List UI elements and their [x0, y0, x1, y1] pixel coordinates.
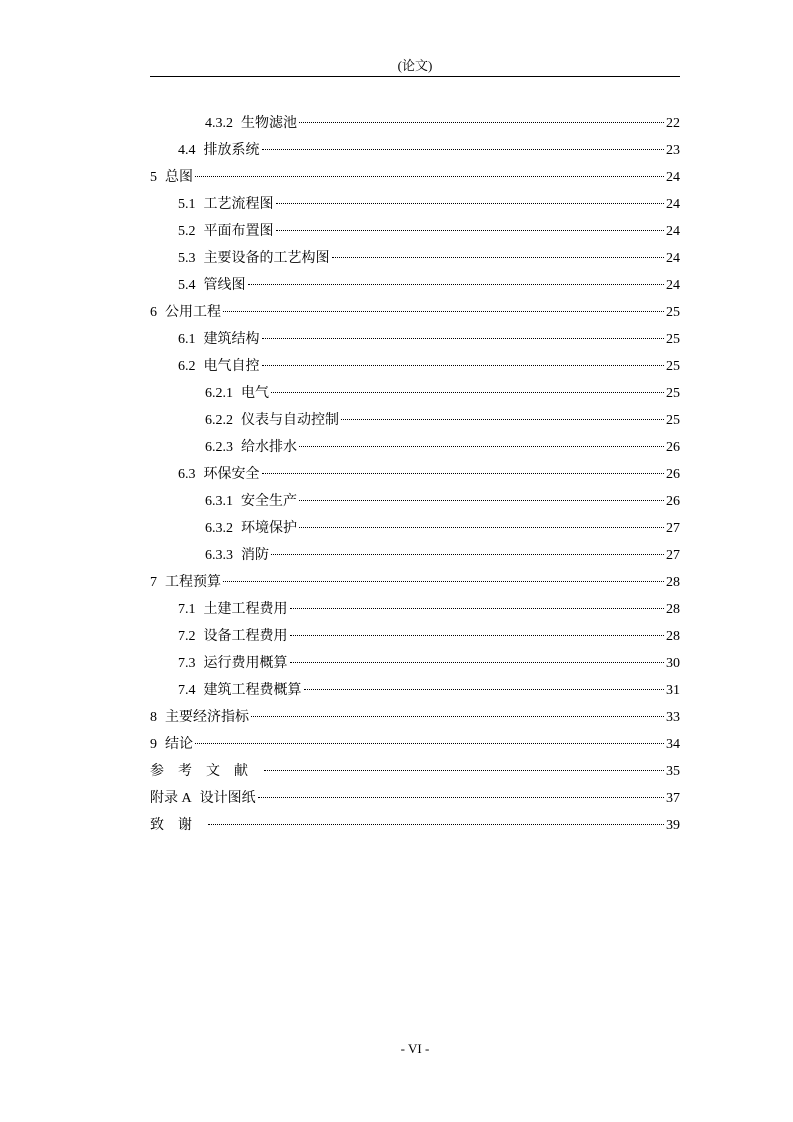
toc-dot-leader — [341, 419, 664, 420]
toc-dot-leader — [223, 311, 664, 312]
toc-entry-page: 26 — [666, 467, 680, 482]
toc-entry-page: 25 — [666, 359, 680, 374]
toc-dot-leader — [258, 797, 664, 798]
toc-entry-number: 6.1 — [178, 332, 196, 347]
toc-entry-page: 25 — [666, 332, 680, 347]
toc-entry-title: 给水排水 — [241, 440, 297, 455]
toc-entry-page: 39 — [666, 818, 680, 833]
toc-dot-leader — [290, 635, 665, 636]
toc-entry[interactable] — [150, 299, 680, 326]
toc-entry-title: 运行费用概算 — [203, 656, 288, 671]
toc-entry-page: 27 — [666, 521, 680, 536]
toc-entry-title: 建筑工程费概算 — [203, 683, 302, 698]
toc-entry-page: 22 — [666, 116, 680, 131]
toc-entry-number: 5.3 — [178, 251, 196, 266]
toc-entry[interactable] — [150, 785, 680, 812]
toc-entry[interactable] — [150, 650, 680, 677]
toc-entry[interactable] — [150, 515, 680, 542]
toc-entry[interactable] — [150, 677, 680, 704]
toc-entry-title: 设备工程费用 — [203, 629, 288, 644]
toc-entry-title: 排放系统 — [203, 143, 260, 158]
toc-entry-page: 37 — [666, 791, 680, 806]
toc-entry-title: 工程预算 — [165, 575, 221, 590]
toc-entry-number: 7 — [150, 575, 157, 590]
toc-entry[interactable] — [150, 758, 680, 785]
toc-entry-title: 公用工程 — [165, 305, 221, 320]
toc-entry-number: 4.4 — [178, 143, 196, 158]
toc-dot-leader — [304, 689, 665, 690]
toc-entry-page: 23 — [666, 143, 680, 158]
toc-entry-title: 总图 — [165, 170, 193, 185]
toc-dot-leader — [276, 230, 665, 231]
toc-entry-page: 26 — [666, 440, 680, 455]
toc-entry-number: 6.2.1 — [205, 386, 233, 401]
toc-entry-number: 7.4 — [178, 683, 196, 698]
toc-entry-title: 土建工程费用 — [203, 602, 288, 617]
toc-entry[interactable] — [150, 164, 680, 191]
toc-entry-page: 24 — [666, 197, 680, 212]
toc-entry[interactable] — [150, 434, 680, 461]
toc-entry-page: 24 — [666, 170, 680, 185]
toc-dot-leader — [195, 176, 664, 177]
toc-entry[interactable] — [150, 191, 680, 218]
toc-entry-number: 6.3 — [178, 467, 196, 482]
toc-entry-number: 4.3.2 — [205, 116, 233, 131]
toc-dot-leader — [251, 716, 664, 717]
toc-entry-page: 31 — [666, 683, 680, 698]
toc-entry-page: 24 — [666, 278, 680, 293]
toc-entry-page: 27 — [666, 548, 680, 563]
toc-entry[interactable] — [150, 137, 680, 164]
toc-entry-page: 35 — [666, 764, 680, 779]
toc-entry[interactable] — [150, 596, 680, 623]
toc-entry[interactable] — [150, 380, 680, 407]
toc-entry-title: 建筑结构 — [203, 332, 260, 347]
toc-entry-number: 5.4 — [178, 278, 196, 293]
toc-entry[interactable] — [150, 488, 680, 515]
toc-entry-page: 28 — [666, 629, 680, 644]
toc-dot-leader — [290, 608, 665, 609]
toc-dot-leader — [264, 770, 664, 771]
toc-entry-number: 7.3 — [178, 656, 196, 671]
toc-entry-title: 电气 — [241, 386, 269, 401]
toc-entry-number: 6.2 — [178, 359, 196, 374]
toc-entry-title: 主要设备的工艺构图 — [203, 251, 330, 266]
toc-entry-number: 6.3.2 — [205, 521, 233, 536]
toc-entry[interactable] — [150, 272, 680, 299]
toc-entry-number: 5.2 — [178, 224, 196, 239]
toc-entry[interactable] — [150, 110, 680, 137]
toc-entry-page: 34 — [666, 737, 680, 752]
header-divider — [150, 76, 680, 77]
toc-dot-leader — [208, 824, 664, 825]
toc-entry-page: 25 — [666, 386, 680, 401]
toc-entry-number: 7.1 — [178, 602, 196, 617]
toc-entry-page: 25 — [666, 413, 680, 428]
toc-entry[interactable] — [150, 326, 680, 353]
toc-entry-number: 附录 A — [150, 791, 192, 806]
toc-entry-number: 6.3.3 — [205, 548, 233, 563]
page-header-title: (论文) — [397, 58, 433, 73]
page-number-footer: - VI - — [400, 1041, 430, 1056]
toc-entry[interactable] — [150, 542, 680, 569]
toc-entry-page: 28 — [666, 575, 680, 590]
toc-dot-leader — [276, 203, 665, 204]
toc-entry[interactable] — [150, 218, 680, 245]
toc-entry-number: 6 — [150, 305, 157, 320]
toc-entry-number: 6.2.3 — [205, 440, 233, 455]
toc-entry-number: 5 — [150, 170, 157, 185]
toc-dot-leader — [271, 554, 664, 555]
toc-entry-title: 结论 — [165, 737, 193, 752]
toc-entry[interactable] — [150, 461, 680, 488]
toc-entry-title: 设计图纸 — [199, 791, 256, 806]
toc-entry-page: 24 — [666, 251, 680, 266]
toc-dot-leader — [299, 500, 664, 501]
toc-entry[interactable] — [150, 704, 680, 731]
toc-entry-title: 电气自控 — [203, 359, 260, 374]
toc-entry-page: 25 — [666, 305, 680, 320]
toc-entry-title: 工艺流程图 — [203, 197, 274, 212]
toc-entry-page: 28 — [666, 602, 680, 617]
toc-entry[interactable] — [150, 731, 680, 758]
toc-dot-leader — [271, 392, 664, 393]
toc-dot-leader — [262, 149, 665, 150]
toc-entry-title: 平面布置图 — [203, 224, 274, 239]
toc-entry-title: 致谢 — [150, 818, 206, 833]
toc-entry-page: 26 — [666, 494, 680, 509]
toc-dot-leader — [195, 743, 664, 744]
toc-dot-leader — [299, 446, 664, 447]
toc-entry[interactable] — [150, 245, 680, 272]
table-of-contents — [150, 110, 680, 839]
toc-entry[interactable] — [150, 812, 680, 839]
toc-entry-page: 24 — [666, 224, 680, 239]
toc-dot-leader — [262, 473, 665, 474]
toc-entry-title: 仪表与自动控制 — [241, 413, 339, 428]
toc-dot-leader — [299, 122, 664, 123]
toc-entry-title: 安全生产 — [241, 494, 297, 509]
toc-entry-title: 参考文献 — [150, 764, 262, 779]
toc-entry-title: 生物滤池 — [241, 116, 297, 131]
toc-entry-title: 消防 — [241, 548, 269, 563]
toc-entry[interactable] — [150, 353, 680, 380]
toc-entry-number: 6.2.2 — [205, 413, 233, 428]
toc-dot-leader — [299, 527, 664, 528]
toc-dot-leader — [332, 257, 665, 258]
toc-entry-number: 8 — [150, 710, 157, 725]
toc-entry-title: 管线图 — [203, 278, 246, 293]
toc-entry-title: 环保安全 — [203, 467, 260, 482]
toc-dot-leader — [290, 662, 665, 663]
toc-entry[interactable] — [150, 623, 680, 650]
toc-entry-title: 环境保护 — [241, 521, 297, 536]
toc-dot-leader — [262, 338, 665, 339]
toc-dot-leader — [262, 365, 665, 366]
toc-entry-number: 9 — [150, 737, 157, 752]
toc-entry-page: 33 — [666, 710, 680, 725]
toc-entry[interactable] — [150, 407, 680, 434]
toc-entry-number: 7.2 — [178, 629, 196, 644]
toc-entry-number: 5.1 — [178, 197, 196, 212]
toc-entry[interactable] — [150, 569, 680, 596]
toc-dot-leader — [248, 284, 665, 285]
toc-entry-page: 30 — [666, 656, 680, 671]
toc-dot-leader — [223, 581, 664, 582]
toc-entry-title: 主要经济指标 — [165, 710, 249, 725]
toc-entry-number: 6.3.1 — [205, 494, 233, 509]
